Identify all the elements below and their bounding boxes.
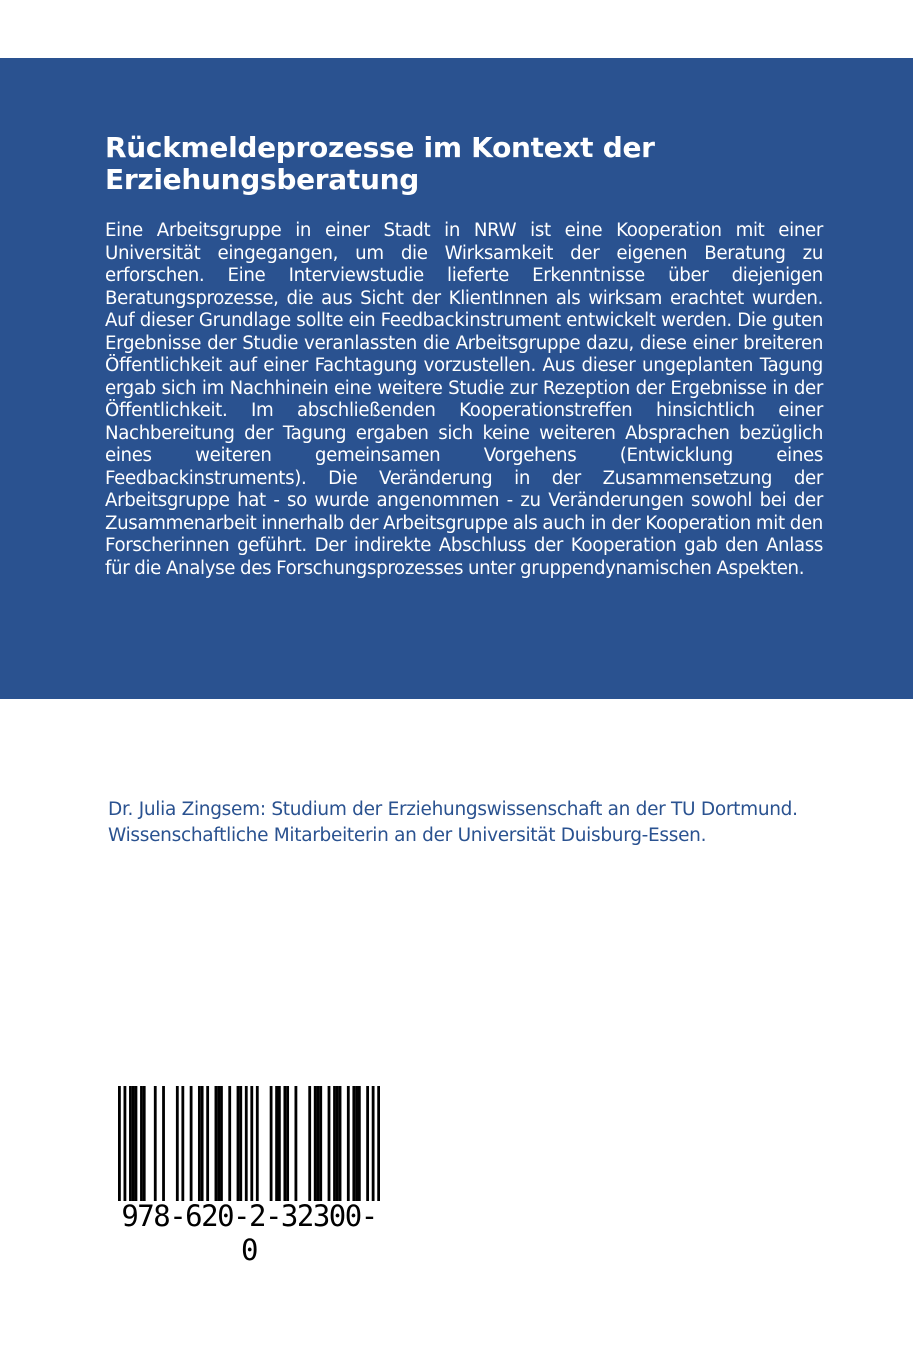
barcode-bar [286,1086,289,1201]
barcode-bar [283,1086,286,1201]
barcode-bar [237,1086,240,1201]
barcode-bar [328,1086,331,1201]
barcode-bar [118,1086,121,1201]
barcode-bar [366,1086,369,1201]
barcode-bar [339,1086,342,1201]
barcode-bar [336,1086,339,1201]
barcode-bar [377,1086,380,1201]
book-title: Rückmeldeprozesse im Kontext der Erziehungsberatung [105,131,655,196]
author-bio: Dr. Julia Zingsem: Studium der Erziehungswissenschaft an der TU Dortmund. Wissenschaftliche Mitarbeiterin an der Universität Duisburg-Essen. [108,799,798,846]
barcode-bar [176,1086,179,1201]
barcode-bar [132,1086,135,1201]
barcode-bar [372,1086,375,1201]
barcode-bar [143,1086,146,1201]
barcode-bar [217,1086,220,1201]
barcode-bar [256,1086,259,1201]
barcode-bar [135,1086,138,1201]
barcode-bar [333,1086,336,1201]
barcode-bar [295,1086,298,1201]
barcode-bar [278,1086,281,1201]
barcode-bar [270,1086,273,1201]
book-description: Eine Arbeitsgruppe in einer Stadt in NRW ist eine Kooperation mit einer Universität eingegangen, um die Wirksamkeit der eigenen Beratung zu erforschen. Eine Interviewstudie lieferte Erkenntnisse über diejenigen Beratungsprozesse, die aus Sicht der KlientInnen als wirksam erachtet wurden. Auf dieser Grundlage sollte ein Feedbackinstrument entwickelt werden. Die guten Ergebnisse der Studie veranlassten die Arbeitsgruppe dazu, diese einer breiteren Öffentlichkeit auf einer Fachtagung vorzustellen. Aus dieser ungeplanten Tagung ergab sich im Nachhinein eine weitere Studie zur Rezeption der Ergebnisse in der Öffentlichkeit. Im abschließenden Kooperationstreffen hinsichtlich einer Nachbereitung der Tagung ergaben sich keine weiteren Absprachen bezüglich eines weiteren gemeinsamen Vorgehens (Entwicklung eines Feedbackinstruments). Die Veränderung in der Zusammensetzung der Arbeitsgruppe hat - so wurde angenommen - zu Veränderungen sowohl bei der Zusammenarbeit innerhalb der Arbeitsgruppe als auch in der Kooperation mit den Forscherinnen geführt. Der indirekte Abschluss der Kooperation gab den Anlass für die Analyse des Forschungsprozesses unter gruppendynamischen Aspekten. [105,220,823,579]
barcode-bar [308,1086,311,1201]
barcode-bar [347,1086,350,1201]
barcode-bar [129,1086,132,1201]
barcode-bar [181,1086,184,1201]
barcode-bar [314,1086,317,1201]
barcode-bar [124,1086,127,1201]
isbn-barcode [118,1086,380,1267]
barcode-bar [355,1086,358,1201]
barcode-bar [317,1086,320,1201]
barcode-bar [198,1086,201,1201]
barcode-bar [190,1086,193,1201]
barcode-bars [118,1086,380,1201]
barcode-bar [220,1086,223,1201]
barcode-bar [319,1086,322,1201]
barcode-bar [358,1086,361,1201]
barcode-bar [250,1086,253,1201]
barcode-bar [245,1086,248,1201]
barcode-bar [239,1086,242,1201]
barcode-bar [275,1086,278,1201]
barcode-bar [206,1086,209,1201]
barcode-bar [154,1086,157,1201]
isbn-number: 978-620-2-32300-0 [121,1199,377,1267]
barcode-bar [201,1086,204,1201]
barcode-bar [215,1086,218,1201]
barcode-bar [162,1086,165,1201]
barcode-bar [352,1086,355,1201]
barcode-bar [140,1086,143,1201]
barcode-bar [228,1086,231,1201]
